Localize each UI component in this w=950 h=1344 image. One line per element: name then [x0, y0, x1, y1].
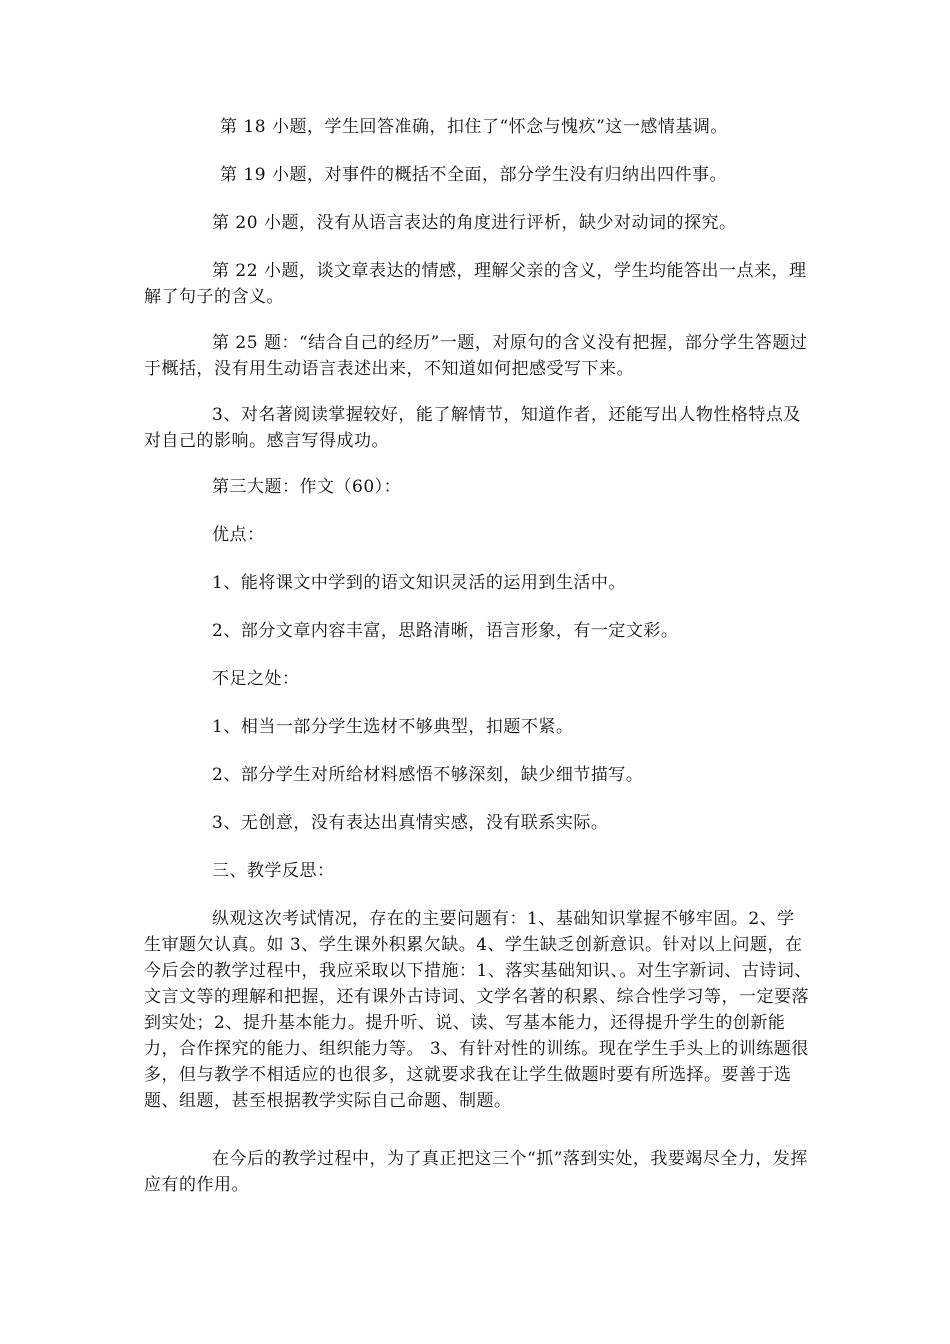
paragraph-q22: 第 22 小题，谈文章表达的情感，理解父亲的含义，学生均能答出一点来，理解了句子的含义。 [144, 261, 807, 307]
paragraph-q18: 第 18 小题，学生回答准确，扣住了“怀念与愧疚”这一感情基调。 [220, 117, 728, 137]
paragraph-classics-reading: 3、对名著阅读掌握较好，能了解情节，知道作者，还能写出人物性格特点及对自己的影响。感言写得成功。 [144, 405, 801, 451]
paragraph-reflection-body: 纵观这次考试情况，存在的主要问题有：1、基础知识掌握不够牢固。2、学生审题欠认真。如 3、学生课外积累欠缺。4、学生缺乏创新意识。针对以上问题，在今后会的教学过程中，我应采取以下措施：1、落实基础知识、。对生字新词、古诗词、文言文等的理解和把握，还有课外古诗词、文学名著的积累、综合性学习等，一定要落到实处；2、提升基本能力。提升听、说、读、写基本能力，还得提升学生的创新能力，合作探究的能力、组织能力等。 3、有针对性的训练。现在学生手头上的训练题很多，但与教学不相适应的也很多，这就要求我在让学生做题时要有所选择。要善于选题、组题，甚至根据教学实际自己命题、制题。 [144, 909, 812, 1111]
section-heading-essay: 第三大题：作文（60）： [212, 477, 402, 497]
strength-item-2: 2、部分文章内容丰富，思路清晰，语言形象，有一定文彩。 [212, 621, 679, 641]
weakness-item-3: 3、无创意，没有表达出真情实感，没有联系实际。 [212, 813, 609, 833]
weakness-item-2: 2、部分学生对所给材料感悟不够深刻，缺少细节描写。 [212, 765, 644, 785]
weakness-item-1: 1、相当一部分学生选材不够典型，扣题不紧。 [212, 717, 574, 737]
label-weaknesses: 不足之处： [212, 669, 300, 689]
paragraph-q25: 第 25 题：“结合自己的经历”一题，对原句的含义没有把握，部分学生答题过于概括，没有用生动语言表述出来，不知道如何把感受写下来。 [144, 333, 808, 379]
paragraph-conclusion: 在今后的教学过程中，为了真正把这三个“抓”落到实处，我要竭尽全力，发挥应有的作用。 [144, 1149, 808, 1195]
section-heading-reflection: 三、教学反思： [212, 861, 335, 881]
strength-item-1: 1、能将课文中学到的语文知识灵活的运用到生活中。 [212, 573, 626, 593]
label-strengths: 优点： [212, 525, 265, 545]
paragraph-q19: 第 19 小题，对事件的概括不全面，部分学生没有归纳出四件事。 [220, 165, 727, 185]
paragraph-q20: 第 20 小题，没有从语言表达的角度进行评析，缺少对动词的探究。 [212, 213, 737, 233]
